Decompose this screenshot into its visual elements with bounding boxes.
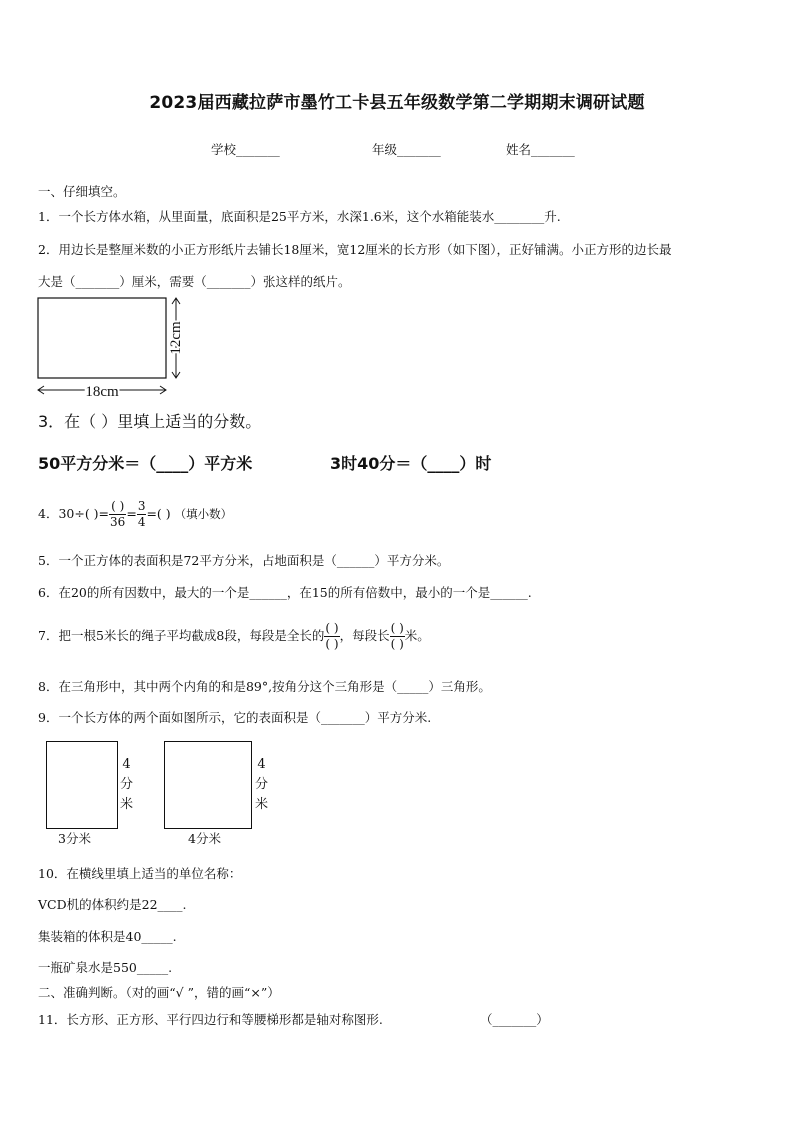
grade-field: 年级_______ — [372, 142, 441, 157]
face-2-side-char: 4 — [257, 757, 266, 772]
q4-fraction-1 — [109, 499, 126, 530]
q7-fraction-2 — [390, 621, 405, 652]
face-1-side-label — [120, 755, 133, 815]
question-6: 6．在20的所有因数中，最大的一个是______，在15的所有倍数中，最小的一个是______. — [38, 585, 532, 600]
q7-frac1-denominator: ( ) — [325, 637, 339, 651]
question-10: 10．在横线里填上适当的单位名称： — [38, 866, 242, 881]
q4-prefix: 4． — [38, 506, 59, 521]
q4-note: （填小数） — [174, 507, 233, 521]
rectangle-figure-q2 — [34, 294, 194, 402]
question-11-answer-blank: （_______） — [480, 1012, 549, 1027]
q7-text-a: 7．把一根5米长的绳子平均截成8段，每段是全长的 — [38, 628, 325, 643]
question-3-part-a: 50平方分米＝（____）平方米 — [38, 454, 253, 473]
q7-text-b: ，每段长 — [339, 628, 390, 643]
question-7 — [38, 614, 430, 658]
question-3-part-b: 3时40分＝（____）时 — [330, 454, 492, 473]
question-2-line-2: 大是（_______）厘米，需要（_______）张这样的纸片。 — [38, 274, 351, 289]
width-label: 18cm — [85, 384, 119, 400]
page-title: 2023届西藏拉萨市墨竹工卡县五年级数学第二学期期末调研试题 — [149, 93, 645, 113]
question-5: 5．一个正方体的表面积是72平方分米，占地面积是（______）平方分米。 — [38, 553, 450, 568]
question-11: 11．长方形、正方形、平行四边行和等腰梯形都是轴对称图形. — [38, 1012, 383, 1027]
q4-frac1-numerator: ( ) — [109, 499, 126, 515]
question-9: 9．一个长方体的两个面如图所示，它的表面积是（_______）平方分米. — [38, 710, 432, 725]
q4-frac2-denominator: 4 — [137, 515, 146, 529]
section-1-heading: 一、仔细填空。 — [38, 184, 126, 199]
face-1-side-char: 4 — [122, 757, 131, 772]
question-2-line-1: 2．用边长是整厘米数的小正方形纸片去铺长18厘米，宽12厘米的长方形（如下图），正好铺满。小正方形的边长最 — [38, 242, 672, 257]
face-2-side-label — [255, 755, 268, 815]
face-rectangle-1 — [46, 741, 118, 829]
question-3: 3．在（ ）里填上适当的分数。 — [38, 412, 262, 431]
question-10-a: VCD机的体积约是22____. — [38, 897, 187, 912]
q4-frac1-denominator: 36 — [110, 515, 126, 529]
q4-frac2-numerator: 3 — [137, 499, 146, 513]
question-10-c: 一瓶矿泉水是550_____. — [38, 960, 173, 975]
q4-equals: = — [126, 506, 137, 521]
q7-frac1-numerator: ( ) — [325, 621, 339, 635]
face-1-bottom-label: 3分米 — [58, 831, 91, 846]
face-1-side-char: 米 — [120, 797, 134, 812]
height-label: 12cm — [168, 321, 184, 355]
q7-fraction-1 — [324, 621, 339, 652]
face-2-side-char: 分 — [255, 777, 269, 792]
school-field: 学校_______ — [211, 142, 280, 157]
q7-frac2-numerator: ( ) — [390, 621, 404, 635]
face-2-bottom-label: 4分米 — [188, 831, 221, 846]
question-8: 8．在三角形中，其中两个内角的和是89°,按角分这个三角形是（_____）三角形。 — [38, 679, 491, 694]
face-2-side-char: 米 — [255, 797, 269, 812]
q7-text-c: 米。 — [404, 628, 430, 643]
q4-expr-b: =( ) — [146, 506, 171, 521]
question-10-b: 集装箱的体积是40_____. — [38, 929, 177, 944]
section-2-heading: 二、准确判断。（对的画“√ ”，错的画“×”） — [38, 985, 280, 1000]
q4-expr-a: 30÷( )= — [58, 506, 110, 521]
face-rectangle-2 — [164, 741, 252, 829]
name-field: 姓名_______ — [506, 142, 575, 157]
q7-frac2-denominator: ( ) — [390, 637, 404, 651]
q4-fraction-2 — [137, 499, 147, 530]
question-4 — [38, 494, 232, 534]
question-1: 1．一个长方体水箱，从里面量，底面积是25平方米，水深1.6米，这个水箱能装水________升. — [38, 209, 561, 224]
face-1-side-char: 分 — [120, 777, 134, 792]
